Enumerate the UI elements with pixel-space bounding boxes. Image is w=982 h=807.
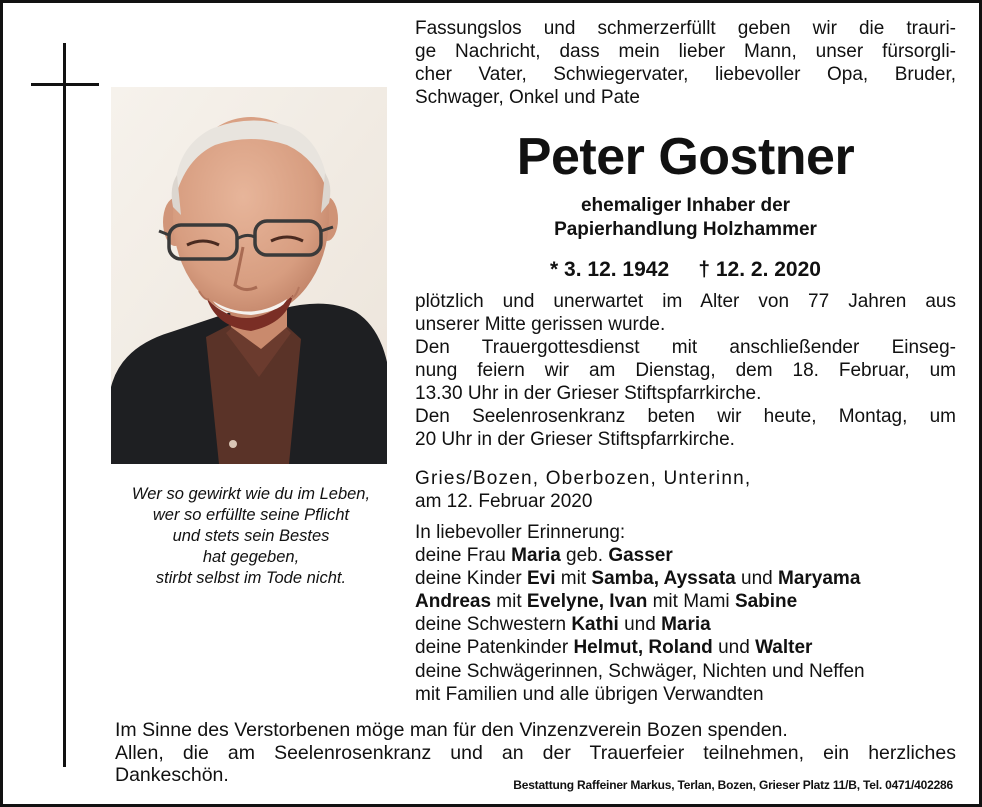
deceased-name: Peter Gostner [516, 128, 855, 186]
body-line: 13.30 Uhr in der Grieser Stiftspfarrkirche. [415, 383, 762, 404]
deceased-subtitle [415, 194, 956, 242]
date-line: am 12. Februar 2020 [415, 491, 593, 512]
body-line: 20 Uhr in der Grieser Stiftspfarrkirche. [415, 429, 735, 450]
mourner-children-2: Andreas mit Evelyne, Ivan mit Mami Sabine [415, 591, 798, 613]
poem-line: hat gegeben, [202, 548, 300, 566]
subtitle-line: Papierhandlung Holzhammer [554, 219, 817, 240]
cross-horizontal-bar [31, 83, 99, 86]
place-line: Gries/Bozen, Oberbozen, Unterinn, [415, 468, 752, 489]
closing-line: Allen, die am Seelenrosenkranz und an der Trauerfeier teilnehmen, ein herzliches [115, 741, 956, 764]
body-line: nung feiern wir am Dienstag, dem 18. Februar, um [415, 360, 956, 381]
intro-line: Fassungslos und schmerzerfüllt geben wir die trauri- [415, 18, 956, 39]
mourner-sisters: deine Schwestern Kathi und Maria [415, 614, 711, 636]
birth-date: * 3. 12. 1942 [550, 258, 670, 281]
mourners-heading: In liebevoller Erinnerung: [415, 522, 626, 543]
intro-line: ge Nachricht, dass mein lieber Mann, unser fürsorgli- [415, 41, 956, 62]
body-line: Den Trauergottesdienst mit anschließender Einseg- [415, 337, 956, 358]
intro-paragraph [415, 17, 956, 109]
portrait-photo [111, 87, 387, 464]
funeral-home-credit: Bestattung Raffeiner Markus, Terlan, Bozen, Grieser Platz 11/B, Tel. 0471/402286 [513, 778, 953, 792]
mourner-relatives: mit Familien und alle übrigen Verwandten [415, 683, 764, 705]
mourners-list [415, 521, 956, 706]
memorial-poem [103, 484, 399, 589]
death-date: † 12. 2. 2020 [698, 258, 821, 281]
cross-vertical-bar [63, 43, 66, 767]
closing-line: Dankeschön. [115, 764, 229, 786]
closing-line: Im Sinne des Verstorbenen möge man für den Vinzenzverein Bozen spenden. [115, 719, 788, 741]
subtitle-line: ehemaliger Inhaber der [580, 195, 791, 216]
poem-line: wer so erfüllte seine Pflicht [152, 506, 350, 524]
closing-paragraph [115, 719, 956, 787]
place-and-date [415, 467, 956, 513]
life-dates [415, 257, 956, 283]
mourner-godchildren: deine Patenkinder Helmut, Roland und Walter [415, 637, 813, 659]
intro-line: cher Vater, Schwiegervater, liebevoller Opa, Bruder, [415, 64, 956, 85]
poem-line: und stets sein Bestes [172, 527, 330, 545]
mourner-children: deine Kinder Evi mit Samba, Ayssata und Maryama [415, 568, 861, 590]
mourner-inlaws: deine Schwägerinnen, Schwäger, Nichten und Neffen [415, 660, 865, 682]
intro-line: Schwager, Onkel und Pate [415, 87, 640, 108]
poem-line: Wer so gewirkt wie du im Leben, [131, 485, 371, 503]
body-line: Den Seelenrosenkranz beten wir heute, Montag, um [415, 406, 956, 427]
mourner-wife: deine Frau Maria geb. Gasser [415, 545, 673, 567]
poem-line: stirbt selbst im Tode nicht. [155, 569, 347, 587]
announcement-body [415, 290, 956, 451]
body-line: plötzlich und unerwartet im Alter von 77 Jahren aus [415, 291, 956, 312]
body-line: unserer Mitte gerissen wurde. [415, 314, 666, 335]
